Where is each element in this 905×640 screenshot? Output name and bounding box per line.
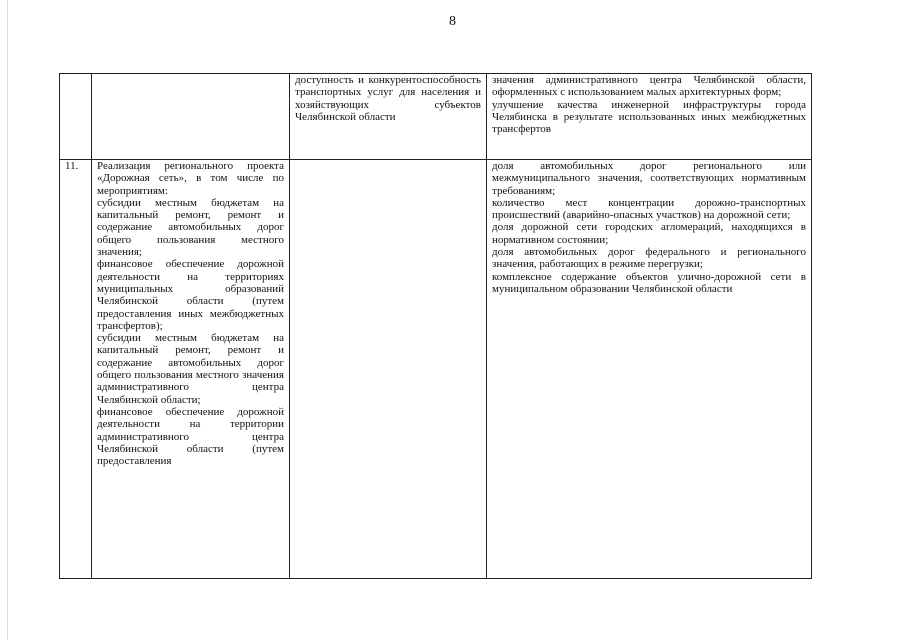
indicators-cell bbox=[487, 160, 812, 579]
indicators-cell bbox=[487, 74, 812, 160]
event-paragraph: финансовое обеспечение дорожной деятельности на территориях муниципальных образований Челябинской области (путем предоставления иных межбюджетных трансфертов); bbox=[97, 258, 284, 332]
table-row bbox=[60, 160, 812, 579]
row-number-cell: 11. bbox=[60, 160, 92, 579]
indicator-paragraph: значения административного центра Челябинской области, оформленных с использованием малых архитектурных форм; bbox=[492, 74, 806, 99]
scan-edge-line bbox=[7, 0, 8, 640]
row-number-cell bbox=[60, 74, 92, 160]
indicator-paragraph: доля дорожной сети городских агломераций, находящихся в нормативном состоянии; bbox=[492, 221, 806, 246]
event-name-cell bbox=[92, 160, 290, 579]
event-paragraph: Реализация регионального проекта «Дорожная сеть», в том числе по мероприятиям: bbox=[97, 160, 284, 197]
event-paragraph: субсидии местным бюджетам на капитальный ремонт, ремонт и содержание автомобильных дорог общего пользования местного значения административного центра Челябинской области; bbox=[97, 332, 284, 406]
goal-cell bbox=[290, 160, 487, 579]
program-table bbox=[59, 73, 812, 579]
page-number: 8 bbox=[449, 14, 456, 29]
goal-paragraph: доступность и конкурентоспособность транспортных услуг для населения и хозяйствующих субъектов Челябинской области bbox=[295, 74, 481, 123]
indicator-paragraph: улучшение качества инженерной инфраструктуры города Челябинска в результате использованных иных межбюджетных трансфертов bbox=[492, 98, 806, 136]
goal-cell bbox=[290, 74, 487, 160]
indicator-paragraph: доля автомобильных дорог федерального и регионального значения, работающих в режиме перегрузки; bbox=[492, 246, 806, 271]
event-paragraph: субсидии местным бюджетам на капитальный ремонт, ремонт и содержание автомобильных дорог общего пользования местного значения; bbox=[97, 196, 284, 259]
event-paragraph: финансовое обеспечение дорожной деятельности на территории административного центра Челябинской области (путем предоставления bbox=[97, 405, 284, 468]
indicator-paragraph: количество мест концентрации дорожно-транспортных происшествий (аварийно-опасных участков) на дорожной сети; bbox=[492, 196, 806, 222]
table-row bbox=[60, 74, 812, 160]
indicator-paragraph: доля автомобильных дорог регионального или межмуниципального значения, соответствующих нормативным требованиям; bbox=[492, 160, 806, 197]
event-name-cell bbox=[92, 74, 290, 160]
indicator-paragraph: комплексное содержание объектов улично-дорожной сети в муниципальном образовании Челябинской области bbox=[492, 270, 806, 295]
